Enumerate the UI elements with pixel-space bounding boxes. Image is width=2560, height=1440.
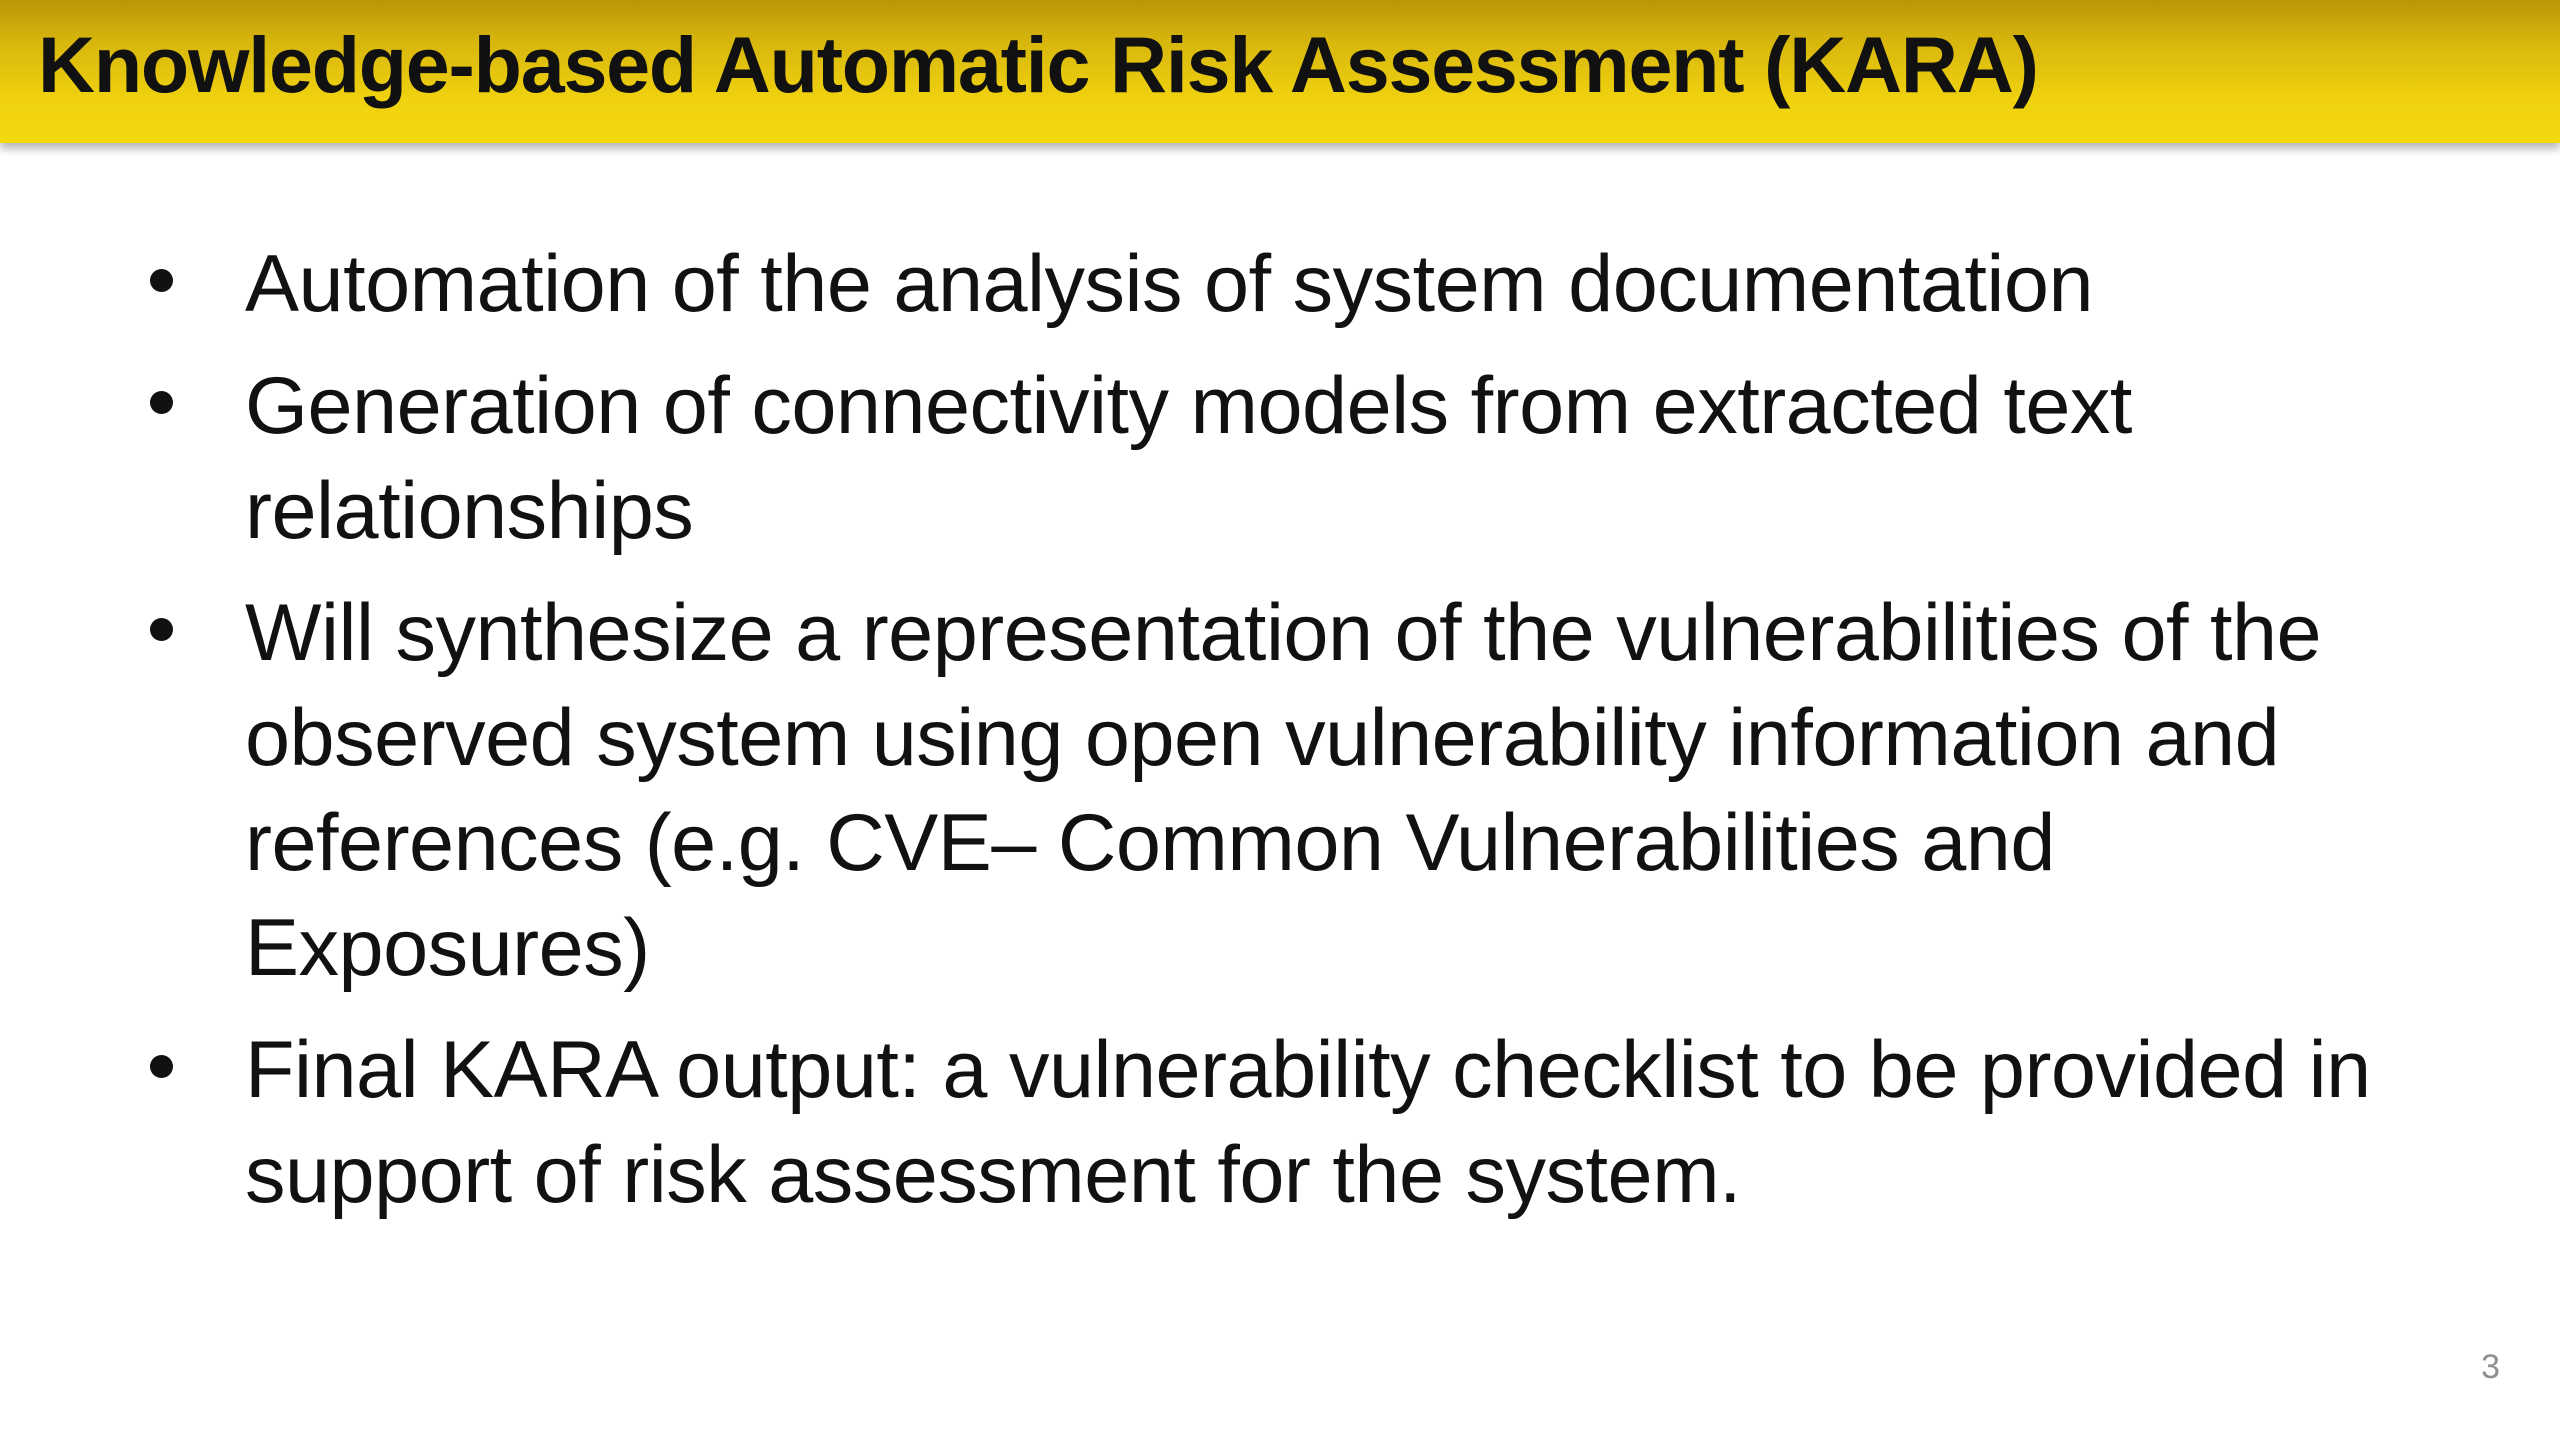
bullet-item-connectivity-models xyxy=(142,354,2412,564)
bullet-item-kara-output xyxy=(142,1018,2412,1228)
bullet-text: Will synthesize a representation of the vulnerabilities of the observed system using open vulnerability information and references (e.g. CVE– Common Vulnerabilities and Exposures) xyxy=(245,588,2322,993)
bullet-item-documentation-analysis xyxy=(142,232,2412,337)
bullet-dot-icon xyxy=(150,391,173,414)
bullet-dot-icon xyxy=(150,269,173,292)
bullet-item-vulnerability-representation xyxy=(142,581,2412,1001)
bullet-dot-icon xyxy=(150,618,173,641)
bullet-text: Automation of the analysis of system documentation xyxy=(245,239,2094,329)
bullet-dot-icon xyxy=(150,1055,173,1078)
title-bar xyxy=(0,0,2560,143)
bullet-list xyxy=(142,232,2412,1245)
bullet-text: Generation of connectivity models from extracted text relationships xyxy=(245,361,2132,556)
bullet-text: Final KARA output: a vulnerability checklist to be provided in support of risk assessment for the system. xyxy=(245,1025,2371,1220)
slide-title: Knowledge-based Automatic Risk Assessment (KARA) xyxy=(38,20,2038,109)
page-number: 3 xyxy=(2481,1348,2500,1386)
